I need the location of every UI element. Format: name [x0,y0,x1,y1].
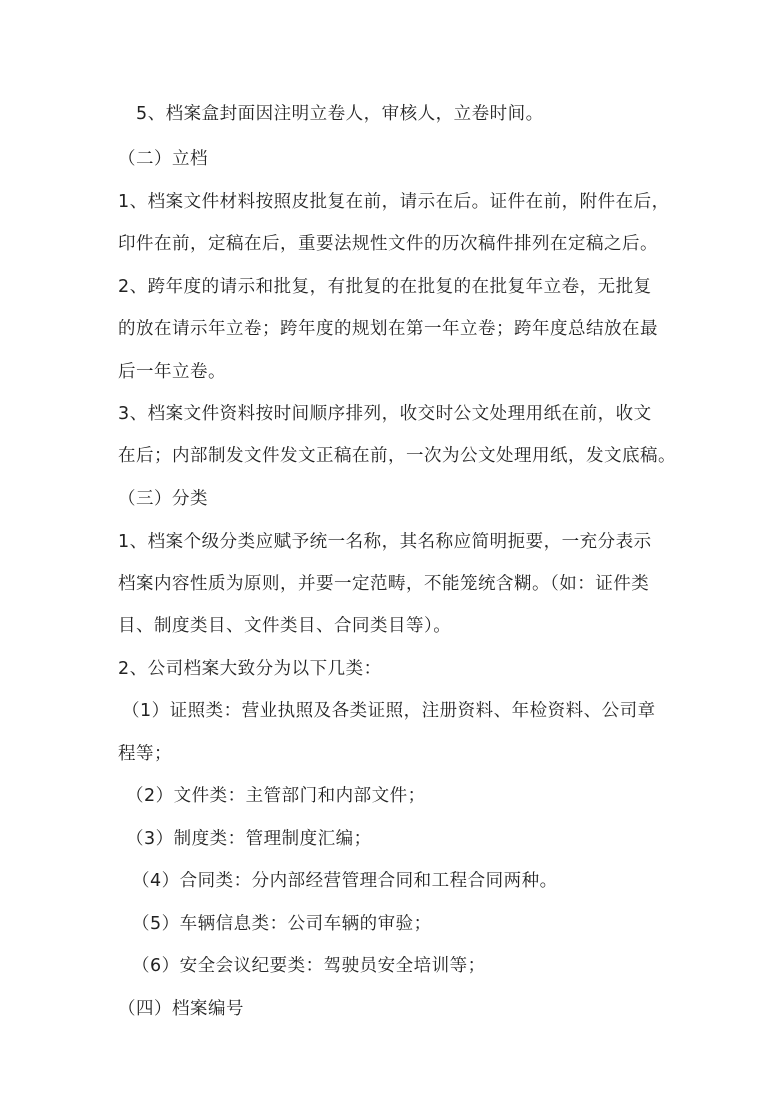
text-line-5: 2、跨年度的请示和批复，有批复的在批复的在批复年立卷，无批复 [118,277,652,297]
text-line-4: 印件在前，定稿在后，重要法规性文件的历次稿件排列在定稿之后。 [118,234,658,254]
text-line-12: 档案内容性质为原则，并要一定范畴，不能笼统含糊。（如：证件类 [118,574,650,594]
text-line-14: 2、公司档案大致分为以下几类： [118,659,382,679]
text-line-11: 1、档案个级分类应赋予统一名称，其名称应简明扼要，一充分表示 [118,532,652,552]
text-line-7: 后一年立卷。 [118,362,226,382]
section-heading-3: （三）分类 [118,489,208,509]
list-item-4: （4）合同类：分内部经营管理合同和工程合同两种。 [132,871,558,891]
section-heading-2: （二）立档 [118,149,208,169]
text-line-1: 5、档案盒封面因注明立卷人，审核人，立卷时间。 [136,104,544,124]
list-item-2: （2）文件类：主管部门和内部文件； [126,786,426,806]
section-heading-4: （四）档案编号 [118,999,244,1019]
text-line-8: 3、档案文件资料按时间顺序排列，收交时公文处理用纸在前，收文 [118,404,652,424]
text-line-9: 在后；内部制发文件发文正稿在前，一次为公文处理用纸，发文底稿。 [118,446,676,466]
text-line-6: 的放在请示年立卷；跨年度的规划在第一年立卷；跨年度总结放在最 [118,319,658,339]
text-line-3: 1、档案文件材料按照皮批复在前，请示在后。证件在前，附件在后， [118,192,670,212]
list-item-6: （6）安全会议纪要类：驾驶员安全培训等； [132,956,486,976]
list-item-5: （5）车辆信息类：公司车辆的审验； [132,914,432,934]
list-item-3: （3）制度类：管理制度汇编； [126,829,372,849]
list-item-1: （1）证照类：营业执照及各类证照，注册资料、年检资料、公司章 [122,701,656,721]
list-item-1-cont: 程等； [118,744,172,764]
text-line-13: 目、制度类目、文件类目、合同类目等）。 [118,616,452,636]
